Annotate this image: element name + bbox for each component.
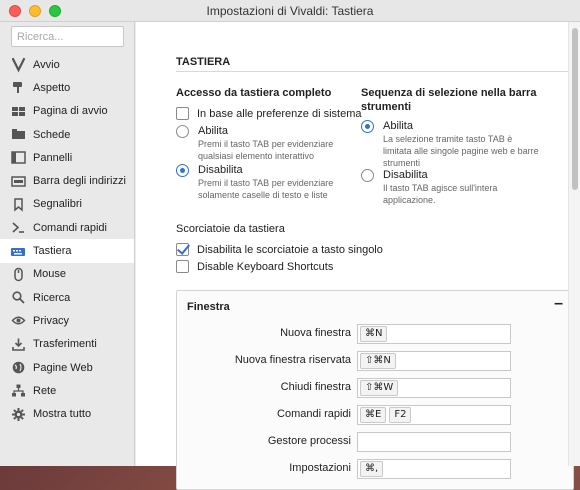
sidebar-item-barra-degli-indirizzi[interactable] — [0, 169, 134, 192]
shortcut-key[interactable]: ⇧⌘N — [360, 353, 396, 369]
sidebar-item-label: Rete — [33, 384, 57, 397]
sidebar-item-label: Barra degli indirizzi — [33, 175, 126, 188]
full-access-enable-desc-1: Premi il tasto TAB per evidenziare — [198, 139, 334, 149]
sidebar-item-label: Segnalibri — [33, 198, 82, 211]
full-access-disable-label: Disabilita — [198, 164, 243, 176]
sidebar-item-label: Pannelli — [33, 151, 73, 164]
sidebar-item-label: Avvio — [33, 58, 60, 71]
tabs-icon — [11, 128, 25, 142]
shortcut-field[interactable] — [357, 378, 511, 398]
sidebar-item-segnalibri[interactable] — [0, 193, 134, 216]
system-pref-label: In base alle preferenze di sistema — [197, 108, 362, 120]
title-bar — [0, 0, 580, 22]
shortcuts-title: Scorciatoie da tastiera — [176, 223, 285, 235]
full-access-disable-radio[interactable] — [176, 164, 189, 177]
sidebar-item-label: Ricerca — [33, 291, 71, 304]
globe-icon — [11, 361, 25, 375]
zoom-window-button[interactable] — [49, 5, 61, 17]
full-access-enable-label: Abilita — [198, 125, 228, 137]
window-controls — [9, 5, 61, 17]
sidebar-item-pagina-di-avvio[interactable] — [0, 100, 134, 123]
shortcut-label: Gestore processi — [267, 435, 351, 447]
window-title: Impostazioni di Vivaldi: Tastiera — [206, 4, 374, 18]
shortcut-row — [177, 459, 575, 479]
sidebar-item-avvio[interactable] — [0, 53, 134, 76]
toolbar-enable-option[interactable] — [361, 119, 539, 169]
shortcut-label: Nuova finestra — [280, 327, 351, 339]
shortcut-row — [177, 351, 575, 371]
sidebar-item-label: Trasferimenti — [33, 338, 97, 351]
sidebar-item-label: Tastiera — [33, 245, 72, 258]
toolbar-sequence-title-line-2: strumenti — [361, 101, 412, 113]
sidebar-item-schede[interactable] — [0, 123, 134, 146]
network-icon — [11, 384, 25, 398]
sidebar-item-label: Privacy — [33, 314, 70, 327]
shortcut-key[interactable]: ⌘N — [360, 326, 387, 342]
shortcut-label: Chiudi finestra — [280, 381, 351, 393]
single-key-checkbox[interactable] — [176, 243, 189, 256]
sidebar-item-mouse[interactable] — [0, 263, 134, 286]
toolbar-disable-radio[interactable] — [361, 169, 374, 182]
sidebar-item-label: Pagine Web — [33, 361, 93, 374]
sidebar-item-label: Schede — [33, 128, 71, 141]
single-key-label: Disabilita le scorciatoie a tasto singolo — [197, 244, 383, 256]
eye-icon — [11, 314, 25, 328]
sidebar-item-pagine-web[interactable] — [0, 356, 134, 379]
toolbar-enable-radio[interactable] — [361, 120, 374, 133]
toolbar-sequence-title-line-1: Sequenza di selezione nella barra — [361, 87, 537, 99]
panel-icon — [11, 151, 25, 165]
close-window-button[interactable] — [9, 5, 21, 17]
sidebar-item-label: Comandi rapidi — [33, 221, 107, 234]
sidebar-item-pannelli[interactable] — [0, 146, 134, 169]
download-icon — [11, 337, 25, 351]
paint-icon — [11, 81, 25, 95]
shortcut-key[interactable]: ⌘, — [360, 461, 383, 477]
single-key-option[interactable] — [176, 243, 383, 257]
sidebar-item-label: Aspetto — [33, 81, 71, 94]
vivaldi-logo-icon — [11, 58, 25, 72]
shortcut-field[interactable] — [357, 405, 511, 425]
system-pref-option[interactable] — [176, 107, 361, 121]
shortcut-field[interactable] — [357, 432, 511, 452]
settings-sidebar — [0, 22, 135, 466]
mouse-icon — [11, 267, 25, 281]
collapse-panel-button[interactable]: – — [554, 295, 563, 312]
system-pref-checkbox[interactable] — [176, 107, 189, 120]
full-access-disable-desc-2: solamente caselle di testo e liste — [198, 190, 328, 200]
grid-icon — [11, 104, 25, 118]
full-access-enable-radio[interactable] — [176, 125, 189, 138]
panel-title: Finestra — [187, 301, 230, 313]
sidebar-item-privacy[interactable] — [0, 309, 134, 332]
shortcut-field[interactable] — [357, 351, 511, 371]
toolbar-disable-option[interactable] — [361, 168, 497, 206]
full-access-disable-option[interactable] — [176, 163, 333, 201]
sidebar-item-aspetto[interactable] — [0, 76, 134, 99]
toolbar-sequence-title — [361, 86, 536, 114]
shortcut-row — [177, 324, 575, 344]
keyboard-icon — [11, 244, 25, 258]
toolbar-disable-desc-1: Il tasto TAB agisce sull'intera — [383, 183, 498, 193]
toolbar-disable-label: Disabilita — [383, 169, 428, 181]
address-bar-icon — [11, 174, 25, 188]
toolbar-enable-label: Abilita — [383, 120, 413, 132]
toolbar-enable-desc-1: La selezione tramite tasto TAB è — [383, 134, 513, 144]
toolbar-disable-desc-2: applicazione. — [383, 195, 436, 205]
shortcut-key[interactable]: F2 — [389, 407, 411, 423]
sidebar-item-comandi-rapidi[interactable] — [0, 216, 134, 239]
sidebar-item-ricerca[interactable] — [0, 286, 134, 309]
shortcut-label: Impostazioni — [289, 462, 351, 474]
sidebar-item-trasferimenti[interactable] — [0, 333, 134, 356]
full-access-enable-option[interactable] — [176, 124, 333, 162]
shortcut-row — [177, 432, 575, 452]
search-input[interactable] — [11, 26, 124, 47]
sidebar-item-label: Mouse — [33, 268, 67, 281]
quick-commands-icon — [11, 221, 25, 235]
sidebar-item-mostra-tutto[interactable] — [0, 402, 134, 425]
scrollbar-thumb[interactable] — [572, 28, 578, 190]
disable-shortcuts-option[interactable] — [176, 260, 333, 274]
shortcut-row — [177, 405, 575, 425]
full-access-disable-desc-1: Premi il tasto TAB per evidenziare — [198, 178, 334, 188]
settings-content — [136, 22, 568, 474]
shortcut-label: Comandi rapidi — [277, 408, 351, 420]
toolbar-enable-desc-3: strumenti — [383, 158, 421, 168]
shortcut-field[interactable] — [357, 459, 511, 479]
shortcut-label: Nuova finestra riservata — [234, 354, 351, 366]
window-shortcuts-panel — [176, 290, 574, 490]
sidebar-nav — [0, 53, 134, 426]
toolbar-enable-desc-2: limitata alle singole pagine web e barre — [383, 146, 539, 156]
full-access-title: Accesso da tastiera completo — [176, 87, 332, 99]
sidebar-item-rete[interactable] — [0, 379, 134, 402]
shortcut-key[interactable]: ⌘E — [360, 407, 386, 423]
bookmark-icon — [11, 197, 25, 211]
full-access-enable-desc-2: qualsiasi elemento interattivo — [198, 151, 315, 161]
disable-shortcuts-checkbox[interactable] — [176, 260, 189, 273]
gear-icon — [11, 407, 25, 421]
sidebar-item-tastiera[interactable] — [0, 239, 134, 262]
scrollbar[interactable] — [568, 22, 580, 466]
title-divider — [176, 71, 574, 72]
page-title: TASTIERA — [176, 56, 231, 68]
shortcut-row — [177, 378, 575, 398]
minimize-window-button[interactable] — [29, 5, 41, 17]
disable-shortcuts-label: Disable Keyboard Shortcuts — [197, 261, 334, 273]
sidebar-item-label: Mostra tutto — [33, 408, 92, 421]
shortcut-key[interactable]: ⇧⌘W — [360, 380, 398, 396]
search-icon — [11, 291, 25, 305]
shortcut-field[interactable] — [357, 324, 511, 344]
sidebar-item-label: Pagina di avvio — [33, 105, 108, 118]
